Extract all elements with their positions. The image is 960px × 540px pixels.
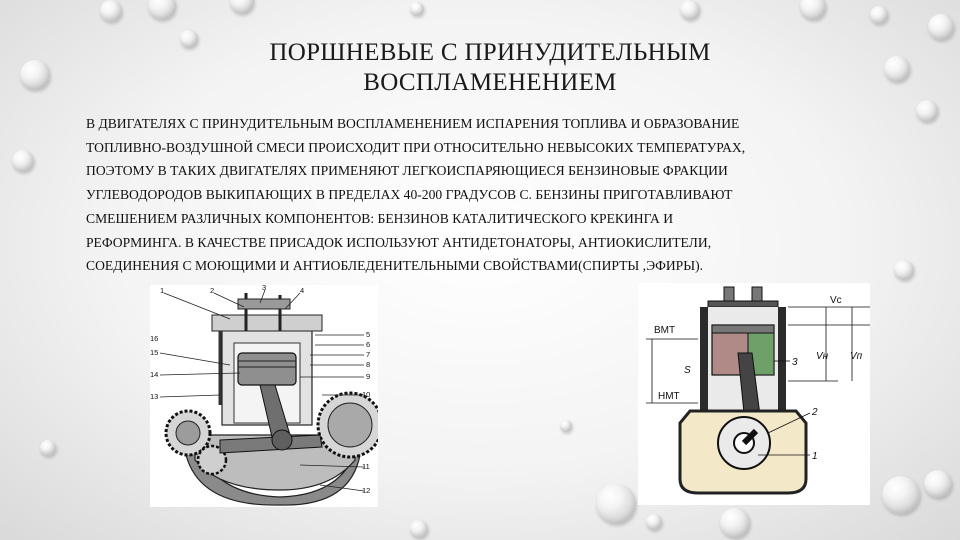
body-line: ТОПЛИВНО-ВОЗДУШНОЙ СМЕСИ ПРОИСХОДИТ ПРИ ОТНОСИТЕЛЬНО НЕВЫСОКИХ ТЕМПЕРАТУРАХ,	[86, 139, 746, 155]
water-drop	[720, 508, 750, 538]
label-part-1: 1	[812, 451, 818, 462]
body-line: СМЕШЕНИЕМ РАЗЛИЧНЫХ КОМПОНЕНТОВ: БЕНЗИНОВ КАТАЛИТИЧЕСКОГО КРЕКИНГА И	[86, 210, 674, 226]
water-drop	[560, 420, 572, 432]
label-tdc: ВМТ	[654, 325, 676, 336]
water-drop	[884, 56, 910, 82]
label-va: Vп	[850, 351, 863, 362]
engine-cutaway-figure	[150, 285, 378, 507]
body-line: СОЕДИНЕНИЯ С МОЮЩИМИ И АНТИОБЛЕДЕНИТЕЛЬНЫМИ СВОЙСТВАМИ(СПИРТЫ ,ЭФИРЫ).	[86, 258, 704, 274]
water-drop	[800, 0, 826, 20]
callout-label: 5	[366, 330, 371, 339]
callout-label: 6	[366, 340, 371, 349]
water-drop	[20, 60, 50, 90]
callout-label: 9	[366, 372, 371, 381]
title-line: ВОСПЛАМЕНЕНИЕМ	[363, 69, 617, 96]
callout-label: 15	[150, 348, 159, 357]
callout-label: 16	[150, 334, 159, 343]
body-line: УГЛЕВОДОРОДОВ ВЫКИПАЮЩИХ В ПРЕДЕЛАХ 40-200 ГРАДУСОВ С. БЕНЗИНЫ ПРИГОТАВЛИВАЮТ	[86, 187, 733, 203]
body-paragraph	[86, 112, 886, 278]
water-drop	[882, 476, 920, 514]
water-drop	[680, 0, 700, 20]
label-part-3: 3	[792, 357, 798, 368]
callout-label: 8	[366, 360, 371, 369]
water-drop	[646, 514, 662, 530]
callout-label: 1	[160, 286, 165, 295]
water-drop	[928, 14, 954, 40]
engine-cutaway-drawing	[150, 285, 378, 507]
body-line: ПОЭТОМУ В ТАКИХ ДВИГАТЕЛЯХ ПРИМЕНЯЮТ ЛЕГКОИСПАРЯЮЩИЕСЯ БЕНЗИНОВЫЕ ФРАКЦИИ	[86, 163, 728, 179]
water-drop	[410, 2, 424, 16]
body-line: РЕФОРМИНГА. В КАЧЕСТВЕ ПРИСАДОК ИСПОЛЬЗУЮТ АНТИДЕТОНАТОРЫ, АНТИОКИСЛИТЕЛИ,	[86, 234, 712, 250]
callout-label: 11	[362, 462, 370, 471]
callout-label: 10	[362, 390, 371, 399]
water-drop	[230, 0, 254, 14]
piston-schematic-drawing	[638, 283, 870, 505]
water-drop	[148, 0, 176, 20]
water-drop	[100, 0, 122, 22]
callout-label: 2	[210, 286, 215, 295]
callout-label: 12	[362, 486, 371, 495]
callout-label: 13	[150, 392, 159, 401]
water-drop	[596, 484, 636, 524]
body-line: В ДВИГАТЕЛЯХ С ПРИНУДИТЕЛЬНЫМ ВОСПЛАМЕНЕНИЕМ ИСПАРЕНИЯ ТОПЛИВА И ОБРАЗОВАНИЕ	[86, 116, 740, 131]
label-part-2: 2	[812, 407, 818, 418]
slide-title	[130, 38, 850, 98]
label-vc: Vc	[830, 295, 842, 306]
callout-label: 7	[366, 350, 371, 359]
water-drop	[894, 260, 914, 280]
water-drop	[870, 6, 888, 24]
water-drop	[410, 520, 428, 538]
label-stroke: S	[684, 365, 691, 376]
callout-label: 4	[300, 286, 305, 295]
title-line: ПОРШНЕВЫЕ С ПРИНУДИТЕЛЬНЫМ	[269, 39, 711, 66]
callout-label: 3	[262, 285, 267, 292]
label-vh: Vн	[816, 351, 829, 362]
water-drop	[40, 440, 56, 456]
piston-schematic-figure	[638, 283, 870, 505]
water-drop	[924, 470, 952, 498]
water-drop	[12, 150, 34, 172]
label-bdc: НМТ	[658, 391, 680, 402]
callout-label: 14	[150, 370, 159, 379]
water-drop	[916, 100, 938, 122]
